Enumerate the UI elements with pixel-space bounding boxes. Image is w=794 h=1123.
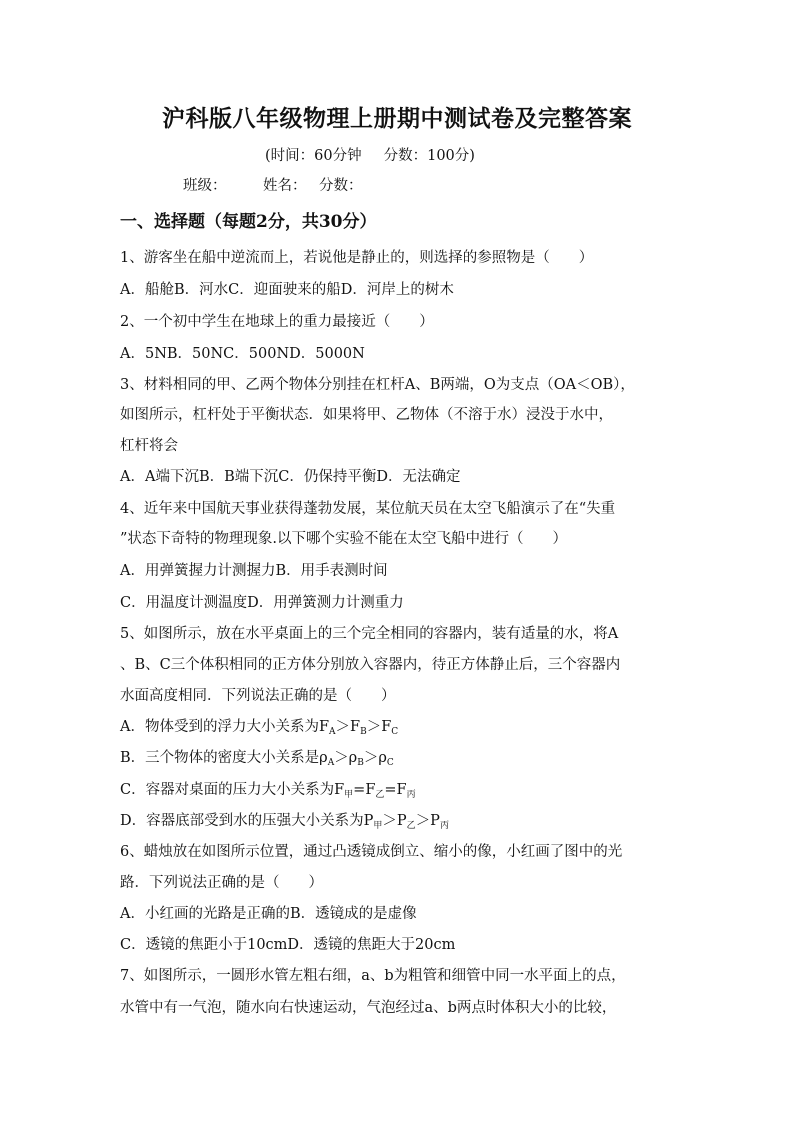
question-5-line-3: 水面高度相同．下列说法正确的是（ ） xyxy=(120,688,396,704)
exam-score: 分数：100分) xyxy=(383,148,475,164)
exam-time-score xyxy=(265,144,475,165)
question-7-line-2: 水管中有一气泡，随水向右快速运动，气泡经过a、b两点时体积大小的比较， xyxy=(120,1000,617,1016)
question-5-option-d: D．容器底部受到水的压强大小关系为$P_甲>P_乙>P_丙$ xyxy=(120,813,449,831)
question-6-options-cd: C．透镜的焦距小于10cmD．透镜的焦距大于20cm xyxy=(120,937,456,953)
class-label: 班级： xyxy=(183,178,227,194)
name-label: 姓名： xyxy=(263,178,307,194)
question-3-line-2: 如图所示，杠杆处于平衡状态．如果将甲、乙物体（不溶于水）浸没于水中， xyxy=(120,407,613,423)
question-4-line-1: 4、近年来中国航天事业获得蓬勃发展，某位航天员在太空飞船演示了在“失重 xyxy=(120,501,616,517)
question-3-line-3: 杠杆将会 xyxy=(120,438,178,454)
question-6-line-1: 6、蜡烛放在如图所示位置，通过凸透镜成倒立、缩小的像，小红画了图中的光 xyxy=(120,844,623,860)
question-6-line-2: 路．下列说法正确的是（ ） xyxy=(120,875,323,891)
section-heading: 一、选择题（每题2分，共30分） xyxy=(120,212,377,232)
question-5-option-c: C．容器对桌面的压力大小关系为$F_甲=F_乙=F_丙$ xyxy=(120,782,416,800)
question-4-line-2: ”状态下奇特的物理现象.以下哪个实验不能在太空飞船中进行（ ） xyxy=(120,531,568,547)
question-4-options-ab: A．用弹簧握力计测握力B．用手表测时间 xyxy=(120,563,388,579)
question-7-line-1: 7、如图所示，一圆形水管左粗右细，a、b为粗管和细管中同一水平面上的点， xyxy=(120,968,626,984)
student-info-row xyxy=(183,174,363,195)
question-5-option-b: B．三个物体的密度大小关系是$\rho_A>\rho_B>\rho_C$ xyxy=(120,750,394,768)
question-4-options-cd: C．用温度计测温度D．用弹簧测力计测重力 xyxy=(120,595,404,611)
question-1-stem: 1、游客坐在船中逆流而上，若说他是静止的，则选择的参照物是（ ） xyxy=(120,250,594,266)
question-5-line-2: 、B、C三个体积相同的正方体分别放入容器内，待正方体静止后，三个容器内 xyxy=(120,657,621,673)
question-5-line-1: 5、如图所示，放在水平桌面上的三个完全相同的容器内，装有适量的水，将A xyxy=(120,626,619,642)
question-3-options: A．A端下沉B．B端下沉C．仍保持平衡D．无法确定 xyxy=(120,469,461,485)
question-2-stem: 2、一个初中学生在地球上的重力最接近（ ） xyxy=(120,314,434,330)
question-6-options-ab: A．小红画的光路是正确的B．透镜成的是虚像 xyxy=(120,906,417,922)
question-1-options: A．船舱B．河水C．迎面驶来的船D．河岸上的树木 xyxy=(120,282,454,298)
points-label: 分数： xyxy=(319,178,363,194)
question-5-option-a: A．物体受到的浮力大小关系为$F_A>F_B>F_C$ xyxy=(120,719,399,737)
exam-time: (时间：60分钟 xyxy=(265,148,362,164)
question-2-options: A．5NB．50NC．500ND．5000N xyxy=(120,346,365,362)
question-3-line-1: 3、材料相同的甲、乙两个物体分别挂在杠杆A、B两端，O为支点（OA＜OB）， xyxy=(120,377,635,393)
exam-title: 沪科版八年级物理上册期中测试卷及完整答案 xyxy=(162,105,632,132)
